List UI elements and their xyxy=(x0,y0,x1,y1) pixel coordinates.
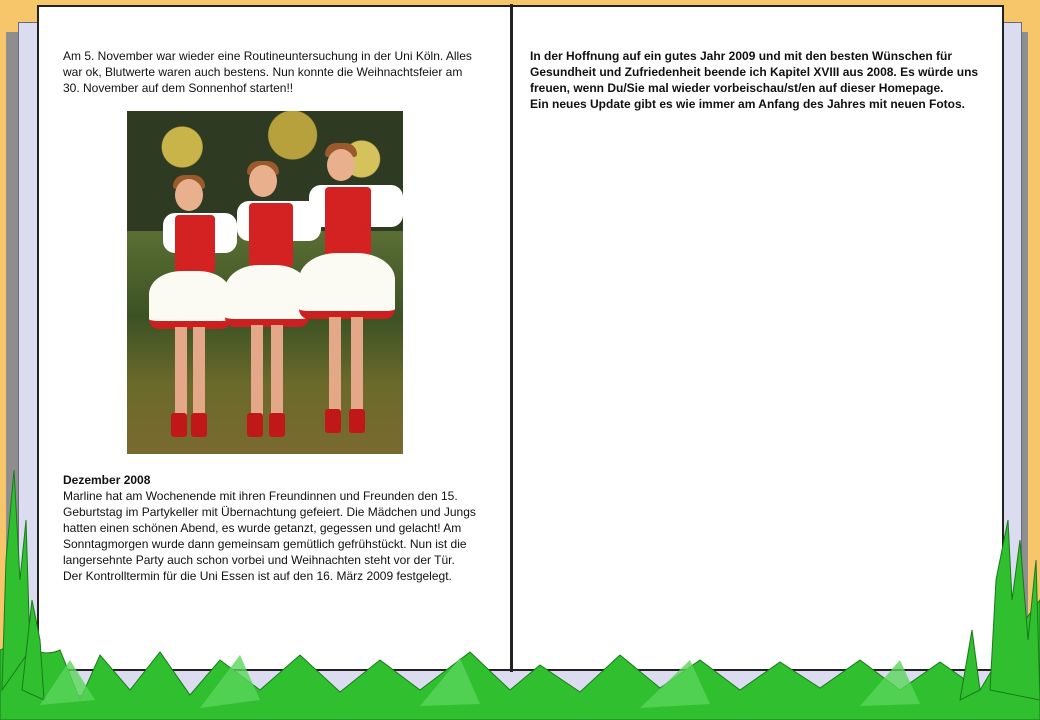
intro-paragraph: Am 5. November war wieder eine Routineuntersuchung in der Uni Köln. Alles war ok, Blutwerte waren auch bestens. Nun konnte die Weihnachtsfeier am 30. November auf dem Sonnenhof starten!! xyxy=(63,49,472,95)
section-paragraph: Marline hat am Wochenende mit ihren Freundinnen und Freunden den 15. Geburtstag im Partykeller mit Übernachtung gefeiert. Die Mädchen und Jungs hatten einen schönen Abend, es wurde getanzt, gegessen und gelacht! Am Sonntagmorgen wurde dann gemeinsam gemütlich gefrühstückt. Nun ist die langersehnte Party auch schon vorbei und Weihnachten steht vor der Tür. Der Kontrolltermin für die Uni Essen ist auf den 16. März 2009 festgelegt. xyxy=(63,489,476,583)
section-heading: Dezember 2008 xyxy=(63,473,151,487)
closing-paragraph: In der Hoffnung auf ein gutes Jahr 2009 und mit den besten Wünschen für Gesundheit und Zufriedenheit beende ich Kapitel XVIII aus 2008. Es würde uns freuen, wenn Du/Sie mal wieder vorbeischau/st/en auf dieser Homepage. Ein neues Update gibt es wie immer am Anfang des Jahres mit neuen Fotos. xyxy=(530,49,979,111)
book-spine xyxy=(510,4,513,672)
dancers-photo xyxy=(127,111,403,454)
